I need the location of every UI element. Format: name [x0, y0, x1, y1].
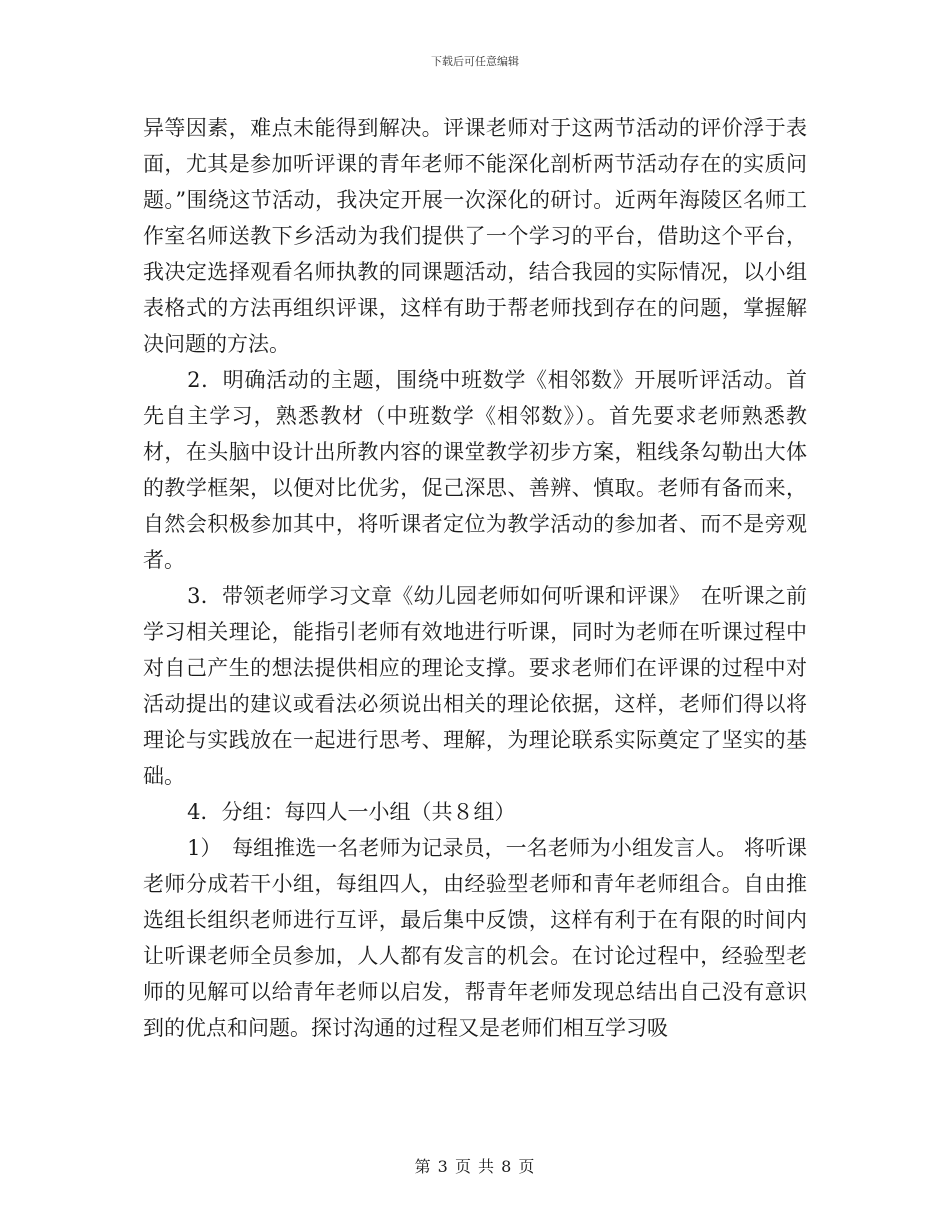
page-footer: 第 3 页 共 8 页: [414, 1157, 536, 1176]
paragraph-item-4: 4．分组：每四人一小组（共８组）: [187, 800, 516, 824]
paragraph-continuation: 异等因素，难点未能得到解决。评课老师对于这两节活动的评价浮于表面，尤其是参加听评课的青年老师不能深化剖析两节活动存在的实质问题。”围绕这节活动，我决定开展一次深化的研讨。近两年海陵区名师工作室名师送教下乡活动为我们提供了一个学习的平台，借助这个平台，我决定选择观看名师执教的同课题活动，结合我园的实际情况，以小组表格式的方法再组织评课，这样有助于帮老师找到存在的问题，掌握解决问题的方法。: [143, 116, 807, 356]
page-header: 下载后可任意编辑: [431, 55, 519, 68]
document-body: [143, 110, 807, 1046]
paragraph-item-2: 2．明确活动的主题，围绕中班数学《相邻数》开展听评活动。首先自主学习，熟悉教材（中班数学《相邻数》）。首先要求老师熟悉教材，在头脑中设计出所教内容的课堂教学初步方案，粗线条勾勒出大体的教学框架，以便对比优劣，促己深思、善辨、慎取。老师有备而来，自然会积极参加其中，将听课者定位为教学活动的参加者、而不是旁观者。: [143, 368, 807, 572]
paragraph-subitem-1: 1） 每组推选一名老师为记录员，一名老师为小组发言人。 将听课老师分成若干小组，每组四人，由经验型老师和青年老师组合。自由推选组长组织老师进行互评，最后集中反馈，这样有利于在有限的时间内让听课老师全员参加，人人都有发言的机会。在讨论过程中，经验型老师的见解可以给青年老师以启发，帮青年老师发现总结出自己没有意识到的优点和问题。探讨沟通的过程又是老师们相互学习吸: [143, 836, 807, 1040]
paragraph-item-3: 3．带领老师学习文章《幼儿园老师如何听课和评课》 在听课之前学习相关理论，能指引老师有效地进行听课，同时为老师在听课过程中对自己产生的想法提供相应的理论支撑。要求老师们在评课的过程中对活动提出的建议或看法必须说出相关的理论依据，这样，老师们得以将理论与实践放在一起进行思考、理解，为理论联系实际奠定了坚实的基础。: [143, 584, 807, 788]
